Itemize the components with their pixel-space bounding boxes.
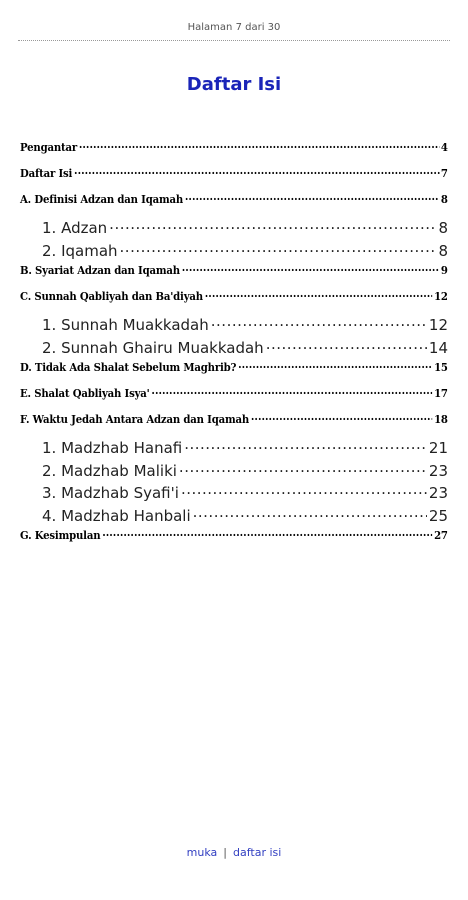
dot-leader xyxy=(120,241,437,256)
toc-entry-page: 8 xyxy=(440,193,448,206)
toc-subentry-iqamah[interactable] xyxy=(20,241,448,264)
toc-entry-chapter-d[interactable] xyxy=(20,360,448,386)
toc-entry-page: 17 xyxy=(434,387,448,400)
toc-entry-page: 12 xyxy=(434,290,448,303)
dot-leader xyxy=(151,386,432,397)
toc-entry-page: 18 xyxy=(434,413,448,426)
dot-leader xyxy=(182,263,439,274)
toc-subentry-madzhab-hanafi[interactable] xyxy=(20,438,448,461)
dot-leader xyxy=(266,338,427,353)
toc-entry-page: 15 xyxy=(434,361,448,374)
toc-entry-page: 8 xyxy=(438,219,448,237)
toc-entry-chapter-a[interactable] xyxy=(20,192,448,218)
toc-entry-label: B. Syariat Adzan dan Iqamah xyxy=(20,264,180,277)
toc-entry-label: Daftar Isi xyxy=(20,167,73,180)
toc-entry-label: 2. Iqamah xyxy=(42,241,118,260)
dot-leader xyxy=(102,528,432,539)
toc-entry-page: 21 xyxy=(428,439,448,457)
footer-separator: | xyxy=(223,846,227,859)
toc-entry-label: 1. Sunnah Muakkadah xyxy=(42,316,209,334)
dot-leader xyxy=(79,140,439,151)
toc-entry-page: 23 xyxy=(428,484,448,502)
toc-entry-page: 23 xyxy=(428,461,448,480)
dot-leader xyxy=(74,166,439,177)
toc-entry-label: 2. Sunnah Ghairu Muakkadah xyxy=(42,338,264,357)
dot-leader xyxy=(238,360,432,371)
toc-entry-page: 14 xyxy=(428,338,448,357)
toc-entry-page: 4 xyxy=(440,141,448,154)
toc-link[interactable]: daftar isi xyxy=(233,846,282,859)
toc-entry-page: 8 xyxy=(438,241,448,260)
dot-leader xyxy=(109,218,436,233)
toc-entry-pengantar[interactable] xyxy=(20,140,448,166)
toc-entry-label: A. Definisi Adzan dan Iqamah xyxy=(20,193,184,206)
dot-leader xyxy=(205,289,432,300)
toc-entry-label: 4. Madzhab Hanbali xyxy=(42,506,191,525)
dot-leader xyxy=(193,506,427,521)
toc-entry-label: F. Waktu Jedah Antara Adzan dan Iqamah xyxy=(20,413,250,426)
toc-entry-label: 1. Adzan xyxy=(42,219,108,237)
toc-entry-label: 3. Madzhab Syafi'i xyxy=(42,484,179,502)
dot-leader xyxy=(251,412,432,423)
dot-leader xyxy=(211,315,427,330)
toc-entry-label: D. Tidak Ada Shalat Sebelum Maghrib? xyxy=(20,361,237,374)
toc-subentry-madzhab-hanbali[interactable] xyxy=(20,506,448,529)
toc-entry-chapter-f[interactable] xyxy=(20,412,448,438)
toc-entry-page: 25 xyxy=(428,506,448,525)
page-indicator: Halaman 7 dari 30 xyxy=(187,22,281,33)
page-title: Daftar Isi xyxy=(186,74,282,95)
toc-subentry-sunnah-ghairu-muakkadah[interactable] xyxy=(20,338,448,361)
toc-entry-page: 7 xyxy=(440,167,448,180)
toc-entry-label: G. Kesimpulan xyxy=(20,529,101,542)
toc-subentry-madzhab-maliki[interactable] xyxy=(20,461,448,484)
toc-entry-chapter-c[interactable] xyxy=(20,289,448,315)
toc-entry-daftar-isi[interactable] xyxy=(20,166,448,192)
toc-subentry-adzan[interactable] xyxy=(20,218,448,241)
dot-leader xyxy=(179,461,427,476)
toc-entry-label: E. Shalat Qabliyah Isya' xyxy=(20,387,150,400)
toc-entry-label: 2. Madzhab Maliki xyxy=(42,461,177,480)
toc-entry-page: 9 xyxy=(440,264,448,277)
home-link[interactable]: muka xyxy=(186,846,218,859)
toc-subentry-sunnah-muakkadah[interactable] xyxy=(20,315,448,338)
toc-entry-page: 27 xyxy=(434,529,448,542)
header-divider xyxy=(18,40,450,41)
toc-entry-label: C. Sunnah Qabliyah dan Ba'diyah xyxy=(20,290,203,303)
toc-entry-label: 1. Madzhab Hanafi xyxy=(42,439,183,457)
toc-entry-chapter-b[interactable] xyxy=(20,263,448,289)
toc-entry-chapter-g[interactable] xyxy=(20,528,448,554)
toc-entry-page: 12 xyxy=(428,316,448,334)
toc-entry-chapter-e[interactable] xyxy=(20,386,448,412)
dot-leader xyxy=(181,483,427,498)
dot-leader xyxy=(184,438,427,453)
dot-leader xyxy=(185,192,439,203)
table-of-contents xyxy=(20,140,448,554)
toc-entry-label: Pengantar xyxy=(20,141,78,154)
footer-nav xyxy=(0,846,468,859)
toc-subentry-madzhab-syafii[interactable] xyxy=(20,483,448,506)
